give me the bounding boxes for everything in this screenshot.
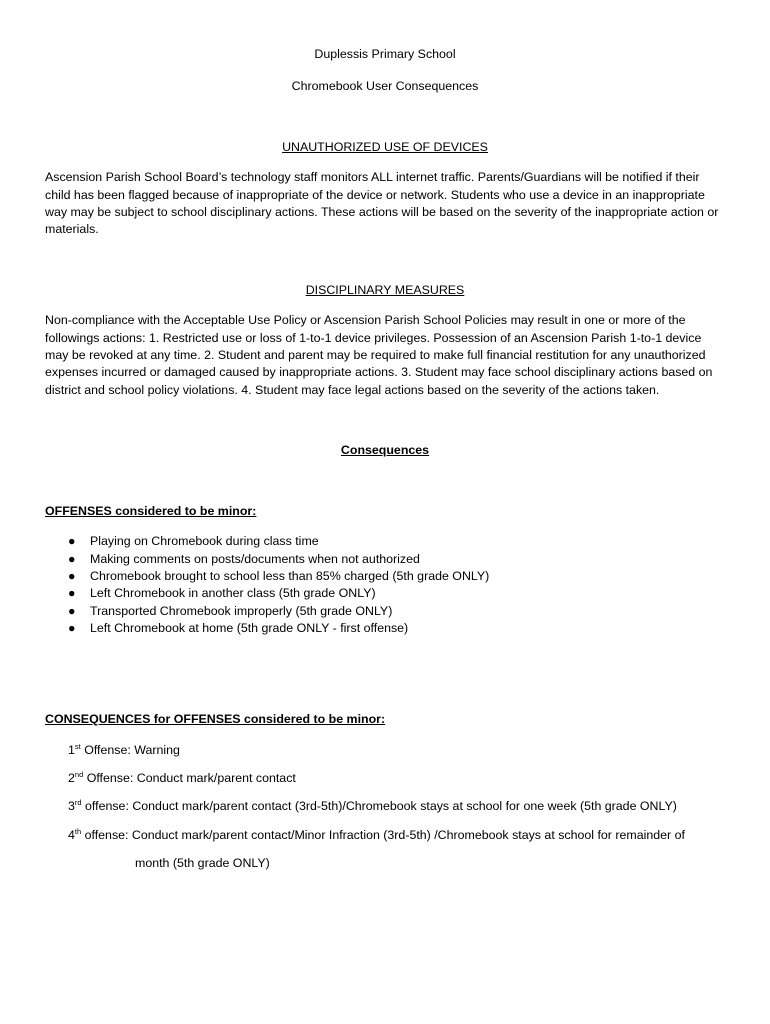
bullet-icon: ● [68,551,76,566]
bullet-icon: ● [68,534,76,549]
offense-text: offense: Conduct mark/parent contact (3rd-5th)/Chromebook stays at school for one week (5th grade ONLY) [81,799,677,814]
list-item [45,603,725,620]
offense-number: 1 [68,742,75,757]
list-item [45,551,725,568]
offense-number: 3 [68,799,75,814]
unauthorized-use-paragraph: Ascension Parish School Board’s technology staff monitors ALL internet traffic. Parents/Guardians will be notified if their child has been flagged because of inappropriate of the device or network. Students who use a device in an inappropriate way may be subject to school disciplinary actions. These actions will be based on the severity of the inappropriate action or materials. [45,170,719,237]
offense-text: Offense: Warning [80,742,180,757]
list-item-text: Left Chromebook in another class (5th grade ONLY) [90,586,376,601]
list-item-text: Left Chromebook at home (5th grade ONLY - first offense) [90,621,409,636]
list-item [45,585,725,602]
list-item [45,568,725,585]
offense-line-3 [45,798,725,815]
bullet-icon: ● [68,621,76,636]
offense-line-4-continuation: month (5th grade ONLY) [135,855,270,870]
offense-number: 4 [68,827,75,842]
offense-text: offense: Conduct mark/parent contact/Minor Infraction (3rd-5th) /Chromebook stays at school for remainder of [81,827,685,842]
unauthorized-use-heading: UNAUTHORIZED USE OF DEVICES [282,139,488,154]
consequences-heading: Consequences [340,443,430,458]
bullet-icon: ● [68,586,76,601]
list-item-text: Chromebook brought to school less than 85% charged (5th grade ONLY) [90,568,490,583]
minor-consequences-heading: CONSEQUENCES for OFFENSES considered to be minor: [45,711,386,726]
document-title: Chromebook User Consequences [291,79,479,94]
disciplinary-measures-heading: DISCIPLINARY MEASURES [305,282,465,297]
list-item-text: Playing on Chromebook during class time [90,534,319,549]
offense-ordinal-suffix: th [74,826,82,836]
offense-line-2 [45,770,725,787]
offense-line-1 [45,742,725,759]
school-name: Duplessis Primary School [314,47,456,61]
offense-ordinal-suffix: nd [74,770,84,780]
document-page [45,46,725,872]
offense-ordinal-suffix: rd [74,798,82,808]
bullet-icon: ● [68,568,76,583]
offense-ordinal-suffix: st [74,741,81,751]
list-item-text: Making comments on posts/documents when not authorized [90,551,420,566]
disciplinary-measures-paragraph: Non-compliance with the Acceptable Use Policy or Ascension Parish School Policies may result in one or more of the followings actions: 1. Restricted use or loss of 1-to-1 device privileges. Possession of an Ascension Parish 1-to-1 device may be revoked at any time. 2. Student and parent may be required to make full financial restitution for any unauthorized expenses incurred or damaged caused by inappropriate actions. 3. Student may face school disciplinary actions based on district and school policy violations. 4. Student may face legal actions based on the severity of the actions taken. [45,313,713,397]
list-item [45,533,725,550]
list-item-text: Transported Chromebook improperly (5th grade ONLY) [90,603,393,618]
offense-text: Offense: Conduct mark/parent contact [83,771,296,786]
list-item [45,620,725,637]
minor-offenses-list [45,533,725,637]
offense-number: 2 [68,771,75,786]
offense-line-4 [45,827,725,844]
bullet-icon: ● [68,603,76,618]
minor-offenses-heading: OFFENSES considered to be minor: [45,503,257,518]
